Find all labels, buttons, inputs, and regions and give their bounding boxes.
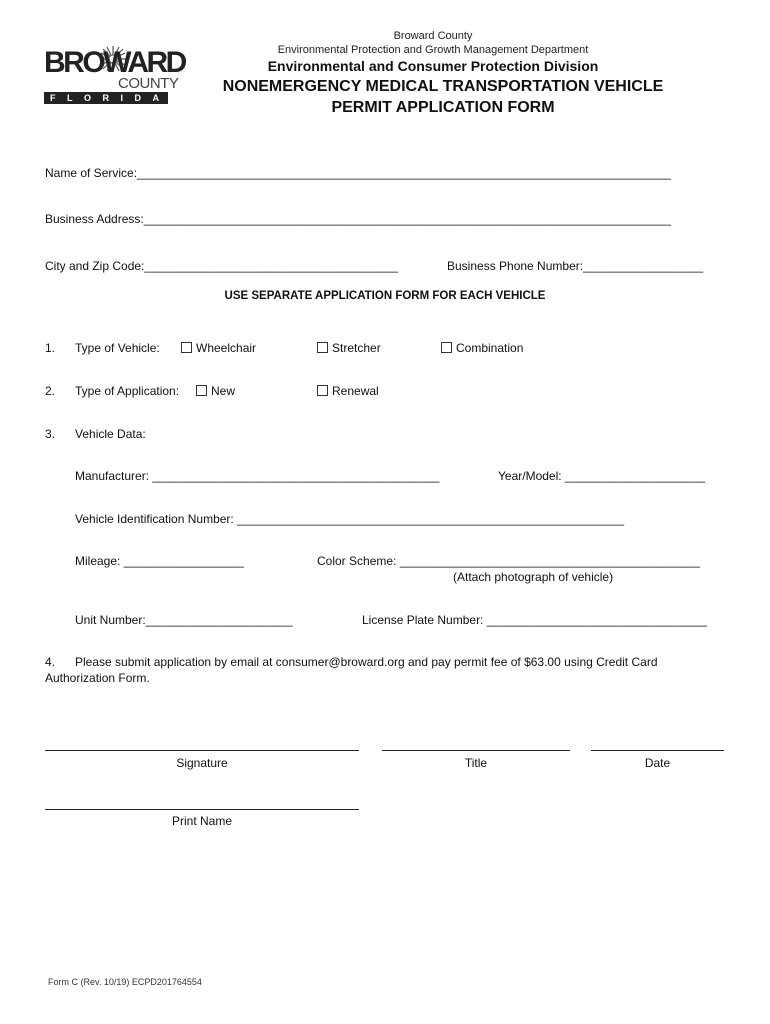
color-scheme-field[interactable]: Color Scheme: _____________________________________________ (317, 554, 701, 568)
signature-line[interactable] (45, 750, 359, 751)
header-division: Environmental and Consumer Protection Division (267, 58, 599, 74)
vin-field[interactable]: Vehicle Identification Number: __________________________________________________________ (75, 512, 625, 526)
form-revision-footer: Form C (Rev. 10/19) ECPD201764554 (48, 977, 202, 987)
checkbox-icon[interactable] (441, 342, 452, 353)
title-label: Title (464, 756, 488, 770)
checkbox-new[interactable] (196, 384, 235, 398)
title-line[interactable] (382, 750, 570, 751)
business-phone-field[interactable]: Business Phone Number:__________________ (447, 259, 704, 273)
checkbox-icon[interactable] (317, 385, 328, 396)
name-of-service-field[interactable]: Name of Service:________________________________________________________________________________ (45, 166, 671, 180)
attach-photo-note: (Attach photograph of vehicle) (453, 570, 614, 584)
option-label: Stretcher (332, 341, 381, 355)
checkbox-icon[interactable] (196, 385, 207, 396)
separate-form-notice: USE SEPARATE APPLICATION FORM FOR EACH VEHICLE (224, 290, 546, 302)
print-name-label: Print Name (171, 814, 233, 828)
checkbox-renewal[interactable] (317, 384, 379, 398)
checkbox-icon[interactable] (181, 342, 192, 353)
option-label: Combination (456, 341, 524, 355)
type-of-application-label: Type of Application: (75, 384, 180, 398)
print-name-line[interactable] (45, 809, 359, 810)
checkbox-wheelchair[interactable] (181, 341, 256, 355)
logo-county: COUNTY (118, 75, 179, 92)
date-label: Date (644, 756, 671, 770)
option-label: Wheelchair (196, 341, 257, 355)
option-label: New (211, 384, 236, 398)
mileage-field[interactable]: Mileage: __________________ (75, 554, 244, 568)
option-label: Renewal (332, 384, 379, 398)
license-plate-field[interactable]: License Plate Number: _________________________________ (362, 613, 707, 627)
city-zip-field[interactable]: City and Zip Code:______________________________________ (45, 259, 398, 273)
checkbox-combination[interactable] (441, 341, 523, 355)
date-line[interactable] (591, 750, 724, 751)
type-of-vehicle-label: Type of Vehicle: (75, 341, 160, 355)
item-3-number: 3. (45, 427, 56, 441)
header-county: Broward County (393, 30, 473, 42)
item-1-number: 1. (45, 341, 56, 355)
logo-state-bar: FLORIDA (44, 92, 168, 104)
checkbox-stretcher[interactable] (317, 341, 381, 355)
form-title-line1: NONEMERGENCY MEDICAL TRANSPORTATION VEHICLE (222, 78, 664, 95)
vehicle-data-label: Vehicle Data: (75, 427, 146, 441)
unit-number-field[interactable]: Unit Number:______________________ (75, 613, 293, 627)
item-2-number: 2. (45, 384, 56, 398)
year-model-field[interactable]: Year/Model: _____________________ (498, 469, 706, 483)
broward-county-logo (44, 44, 185, 104)
item-4-number: 4. (45, 655, 56, 669)
submission-instructions-line2: Authorization Form. (45, 671, 150, 685)
logo-brand: BROWARD (44, 46, 185, 79)
business-address-field[interactable]: Business Address:_______________________________________________________________________________ (45, 212, 671, 226)
manufacturer-field[interactable]: Manufacturer: ___________________________________________ (75, 469, 440, 483)
header-department: Environmental Protection and Growth Management Department (277, 44, 589, 56)
signature-label: Signature (176, 756, 228, 770)
form-title-line2: PERMIT APPLICATION FORM (331, 99, 555, 116)
submission-instructions-line1: Please submit application by email at consumer@broward.org and pay permit fee of $63.00 using Credit Card (75, 655, 658, 669)
checkbox-icon[interactable] (317, 342, 328, 353)
